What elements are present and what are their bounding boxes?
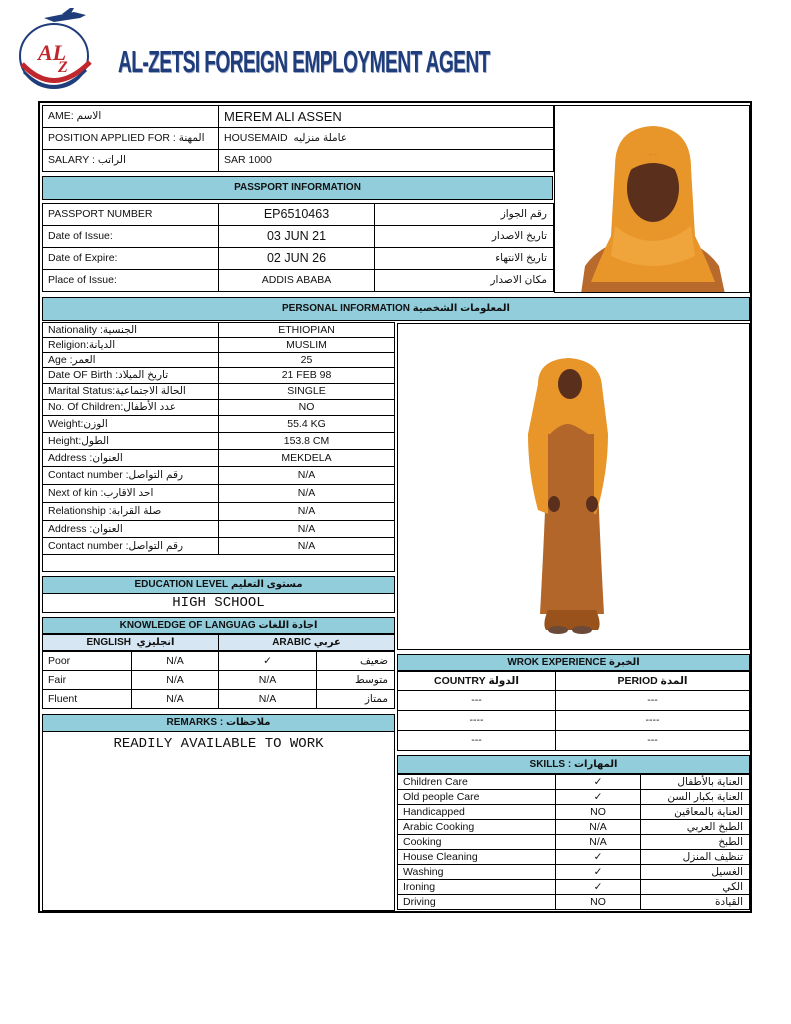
skill-name-ar: القيادة (715, 895, 743, 908)
remarks-heading-text: REMARKS : (166, 717, 224, 728)
remarks-heading (42, 714, 395, 732)
skill-value-cell (555, 894, 641, 910)
skills-heading-ar: المهارات (573, 758, 618, 770)
position-label-ar: المهنة (178, 132, 205, 145)
personal-row-label-ar: العنوان (92, 451, 123, 464)
expire-date-label-cell (42, 247, 219, 270)
skill-name-ar: العناية بالأطفال (677, 775, 743, 788)
remarks-heading-ar: ملاحظات (225, 717, 271, 728)
arabic-level-value: N/A (258, 673, 277, 686)
skill-value-cell (555, 819, 641, 835)
skills-heading (397, 755, 750, 774)
personal-row-label-cell (42, 367, 219, 384)
language-level: Poor (48, 654, 71, 667)
skill-name-cell (397, 834, 556, 850)
personal-row-label-cell (42, 502, 219, 521)
salary-label-ar: الراتب (97, 154, 126, 167)
personal-row-value: N/A (297, 522, 316, 535)
skill-value-cell (555, 834, 641, 850)
education-heading-text: EDUCATION LEVEL (134, 579, 229, 590)
skill-name-cell (397, 894, 556, 910)
skill-name-ar-cell (640, 774, 750, 790)
name-label-ar: الاسم (76, 110, 102, 123)
personal-row-label-cell (42, 415, 219, 433)
passport-number-label-cell (42, 203, 219, 226)
issue-date-label: Date of Issue: (48, 230, 113, 243)
remarks-value: READILY AVAILABLE TO WORK (113, 736, 324, 752)
skill-value: NO (590, 805, 606, 818)
remarks-body (42, 731, 395, 911)
english-label: ENGLISH (86, 636, 131, 648)
issue-place-label: Place of Issue: (48, 274, 117, 287)
skill-value-cell (555, 789, 641, 805)
skill-name-ar: الطبخ (718, 835, 743, 848)
experience-period: ---- (645, 714, 660, 727)
english-level-cell (131, 651, 219, 671)
skill-name-ar: العناية بالمعاقين (674, 805, 743, 818)
passport-heading (42, 176, 553, 200)
personal-row-value: 153.8 CM (283, 434, 330, 447)
issue-date-value-cell (218, 225, 375, 248)
personal-row-label-ar: الطول (81, 434, 110, 447)
personal-row-label-cell (42, 337, 219, 353)
personal-row-value: N/A (297, 539, 316, 552)
personal-row-label-cell (42, 537, 219, 555)
skill-value: ✓ (593, 865, 603, 878)
personal-row-label-ar: تاريخ الميلاد (118, 369, 169, 382)
skill-name: Washing (403, 865, 444, 878)
personal-row-value: 21 FEB 98 (281, 369, 332, 382)
period-label: PERIOD (617, 674, 658, 687)
personal-row-label-ar: الجنسية (102, 323, 138, 336)
person-full-body-image (398, 324, 750, 650)
personal-row-label-ar: العمر (72, 353, 96, 366)
passport-photo (554, 105, 750, 293)
expire-date-value: 02 JUN 26 (266, 251, 327, 266)
personal-row-label: Date OF Birth : (48, 369, 119, 382)
expire-date-value-cell (218, 247, 375, 270)
logo-emblem (14, 6, 98, 90)
passport-heading-text: PASSPORT INFORMATION (234, 182, 361, 193)
personal-row-value-cell (218, 322, 395, 338)
experience-country: --- (471, 734, 482, 747)
name-label-cell (42, 105, 219, 128)
skill-name-cell (397, 879, 556, 895)
personal-row-value-cell (218, 352, 395, 368)
logo (14, 6, 98, 90)
position-value: HOUSEMAID (224, 132, 288, 145)
personal-row-label-ar: رقم التواصل (128, 539, 184, 552)
passport-number-label: PASSPORT NUMBER (48, 208, 153, 221)
personal-row-label-ar: العنوان (92, 522, 123, 535)
personal-row-label-cell (42, 432, 219, 450)
experience-period-cell (555, 730, 750, 751)
languages-heading-ar: اجادة اللغات (258, 619, 318, 631)
personal-row-label-cell (42, 520, 219, 538)
arabic-label-ar: عربي (313, 636, 341, 648)
english-level-value: N/A (166, 673, 184, 686)
personal-row-value: N/A (297, 487, 316, 500)
full-length-photo (397, 323, 750, 650)
education-value: HIGH SCHOOL (172, 595, 265, 611)
skill-name: Children Care (403, 775, 468, 788)
skill-name-ar-cell (640, 894, 750, 910)
experience-country-cell (397, 710, 556, 731)
personal-row-value: 25 (300, 353, 313, 366)
issue-place-value: ADDIS ABABA (261, 274, 332, 287)
country-heading (397, 671, 556, 691)
experience-heading-text: WROK EXPERIENCE (507, 656, 607, 668)
personal-row-label: Weight: (48, 417, 84, 430)
personal-row-value: N/A (297, 505, 316, 518)
issue-place-label-ar-cell (374, 269, 554, 292)
skill-value: ✓ (593, 880, 603, 893)
personal-row-value-cell (218, 432, 395, 450)
personal-row-label: No. Of Children: (48, 401, 124, 414)
experience-period-cell (555, 690, 750, 711)
personal-row-value-cell (218, 337, 395, 353)
personal-blank-row (42, 554, 395, 572)
personal-row-label-ar: الديانة (88, 338, 116, 351)
skill-name-ar-cell (640, 834, 750, 850)
personal-row-value-cell (218, 502, 395, 521)
personal-row-label: Address : (48, 522, 93, 535)
position-value-cell (218, 127, 554, 150)
skill-name: Old people Care (403, 790, 480, 803)
skill-name-ar-cell (640, 789, 750, 805)
name-value: MEREM ALI ASSEN (224, 109, 342, 124)
passport-number-value-cell (218, 203, 375, 226)
experience-heading (397, 654, 750, 671)
language-level: Fluent (48, 692, 78, 705)
skill-name-ar-cell (640, 849, 750, 865)
language-level-ar-cell (316, 689, 395, 709)
personal-row-value: MUSLIM (286, 338, 327, 351)
skill-name: Driving (403, 895, 436, 908)
country-label-ar: الدولة (488, 674, 519, 687)
personal-row-label: Height: (48, 434, 82, 447)
skill-value-cell (555, 879, 641, 895)
position-label: POSITION APPLIED FOR : (48, 132, 176, 145)
issue-date-label-ar: تاريخ الاصدار (491, 230, 547, 243)
skill-name: Arabic Cooking (403, 820, 475, 833)
personal-row-label-cell (42, 466, 219, 485)
skill-name-ar-cell (640, 819, 750, 835)
experience-country: --- (471, 694, 482, 707)
language-level-ar-cell (316, 651, 395, 671)
english-level-cell (131, 689, 219, 709)
skill-value-cell (555, 804, 641, 820)
personal-row-label: Age : (48, 353, 73, 366)
skill-name: Cooking (403, 835, 442, 848)
language-level-ar: ضعيف (359, 654, 388, 667)
education-heading-ar: مستوى التعليم (230, 579, 303, 590)
skill-name-ar: تنظيف المنزل (682, 850, 743, 863)
experience-country: ---- (469, 714, 484, 727)
skill-name-ar-cell (640, 804, 750, 820)
personal-row-value-cell (218, 367, 395, 384)
skill-name-cell (397, 864, 556, 880)
experience-period: --- (647, 694, 658, 707)
skill-name-cell (397, 804, 556, 820)
agency-title: AL-ZETSI FOREIGN EMPLOYMENT AGENT (118, 44, 490, 79)
personal-row-label-cell (42, 383, 219, 400)
skill-name-cell (397, 789, 556, 805)
person-portrait-image (555, 106, 750, 293)
personal-row-label-cell (42, 352, 219, 368)
arabic-heading (218, 634, 395, 651)
languages-heading (42, 617, 395, 634)
personal-row-value-cell (218, 520, 395, 538)
skill-name-ar: الكي (722, 880, 743, 893)
skill-value: ✓ (593, 775, 603, 788)
svg-text:Z: Z (58, 59, 68, 76)
education-value-cell (42, 593, 395, 613)
personal-row-label: Marital Status: (48, 385, 116, 398)
skill-name-cell (397, 774, 556, 790)
personal-row-value-cell (218, 383, 395, 400)
skill-name-cell (397, 849, 556, 865)
personal-row-value-cell (218, 484, 395, 503)
personal-row-value-cell (218, 537, 395, 555)
personal-row-label-ar: الوزن (83, 417, 108, 430)
position-value-ar: عاملة منزليه (293, 132, 348, 145)
skill-name-cell (397, 819, 556, 835)
experience-period-cell (555, 710, 750, 731)
passport-number-value: EP6510463 (263, 207, 330, 222)
position-label-cell (42, 127, 219, 150)
personal-row-label-ar: احد الاقارب (103, 487, 154, 500)
english-level-value: N/A (166, 692, 184, 705)
arabic-level-cell (218, 651, 317, 671)
skill-name-ar: العناية بكبار السن (667, 790, 743, 803)
name-label: AME: (48, 110, 74, 123)
personal-heading-text: PERSONAL INFORMATION (282, 303, 410, 314)
languages-heading-text: KNOWLEDGE OF LANGUAG (119, 619, 256, 631)
issue-date-label-ar-cell (374, 225, 554, 248)
personal-heading-ar: المعلومات الشخصية (412, 303, 510, 314)
personal-row-label-ar: الحالة الاجتماعية (115, 385, 186, 398)
personal-row-value: N/A (297, 469, 316, 482)
issue-date-label-cell (42, 225, 219, 248)
period-heading (555, 671, 750, 691)
personal-row-label-ar: صلة القرابة (111, 505, 162, 518)
language-level-cell (42, 670, 132, 690)
experience-country-cell (397, 690, 556, 711)
skill-value-cell (555, 864, 641, 880)
personal-row-value-cell (218, 466, 395, 485)
issue-place-value-cell (218, 269, 375, 292)
language-level-ar-cell (316, 670, 395, 690)
personal-heading (42, 297, 750, 321)
arabic-level-value: N/A (258, 692, 277, 705)
skill-name: Handicapped (403, 805, 465, 818)
skill-name: Ironing (403, 880, 436, 893)
personal-row-label: Nationality : (48, 323, 103, 336)
arabic-label: ARABIC (272, 636, 312, 648)
skill-value: NO (590, 895, 606, 908)
personal-row-value: NO (298, 401, 315, 414)
skill-value: ✓ (593, 850, 603, 863)
salary-label: SALARY : (48, 154, 95, 167)
skill-value: N/A (589, 820, 607, 833)
personal-row-value: ETHIOPIAN (278, 323, 335, 336)
svg-text:AL: AL (38, 40, 67, 65)
period-label-ar: المدة (660, 674, 688, 687)
personal-row-value-cell (218, 415, 395, 433)
english-level-value: N/A (166, 654, 184, 667)
expire-date-label-ar: تاريخ الانتهاء (495, 252, 547, 265)
name-value-cell (218, 105, 554, 128)
personal-row-label-ar: عدد الأطفال (123, 401, 177, 414)
salary-value-cell (218, 149, 554, 172)
personal-row-value: SINGLE (287, 385, 326, 398)
personal-row-label-cell (42, 322, 219, 338)
personal-row-label: Next of kin : (48, 487, 104, 500)
skill-value-cell (555, 849, 641, 865)
personal-row-label: Address : (48, 451, 93, 464)
arabic-level-cell (218, 670, 317, 690)
expire-date-label: Date of Expire: (48, 252, 118, 265)
personal-row-label: Relationship : (48, 505, 112, 518)
personal-row-label-cell (42, 484, 219, 503)
issue-place-label-ar: مكان الاصدار (490, 274, 547, 287)
language-level-ar: متوسط (355, 673, 388, 686)
skill-name-ar: الطبخ العربي (686, 820, 743, 833)
salary-label-cell (42, 149, 219, 172)
passport-number-label-ar-cell (374, 203, 554, 226)
personal-row-label-ar: رقم التواصل (128, 469, 184, 482)
language-level-cell (42, 689, 132, 709)
skills-heading-text: SKILLS : (529, 758, 572, 770)
salary-value: SAR 1000 (224, 154, 272, 167)
arabic-level-value: ✓ (263, 654, 272, 667)
personal-row-value: MEKDELA (281, 451, 332, 464)
english-level-cell (131, 670, 219, 690)
personal-row-label: Contact number : (48, 469, 129, 482)
language-level: Fair (48, 673, 67, 686)
personal-row-label-cell (42, 399, 219, 416)
personal-row-value: 55.4 KG (287, 417, 326, 430)
personal-row-value-cell (218, 399, 395, 416)
arabic-level-cell (218, 689, 317, 709)
personal-row-label: Religion: (48, 338, 89, 351)
personal-row-label-cell (42, 449, 219, 467)
skill-name: House Cleaning (403, 850, 478, 863)
personal-row-label: Contact number : (48, 539, 129, 552)
passport-number-label-ar: رقم الجواز (500, 208, 547, 221)
skill-name-ar: الغسيل (711, 865, 743, 878)
language-level-cell (42, 651, 132, 671)
issue-place-label-cell (42, 269, 219, 292)
expire-date-label-ar-cell (374, 247, 554, 270)
skill-value-cell (555, 774, 641, 790)
experience-country-cell (397, 730, 556, 751)
education-heading (42, 576, 395, 594)
experience-period: --- (647, 734, 658, 747)
english-heading (42, 634, 219, 651)
issue-date-value: 03 JUN 21 (266, 229, 327, 244)
english-label-ar: انجليزي (136, 636, 175, 648)
language-level-ar: ممتاز (364, 692, 388, 705)
country-label: COUNTRY (434, 674, 486, 687)
personal-row-value-cell (218, 449, 395, 467)
skill-name-ar-cell (640, 864, 750, 880)
experience-heading-ar: الخبرة (609, 656, 640, 668)
skill-value: ✓ (593, 790, 603, 803)
skill-name-ar-cell (640, 879, 750, 895)
skill-value: N/A (589, 835, 607, 848)
